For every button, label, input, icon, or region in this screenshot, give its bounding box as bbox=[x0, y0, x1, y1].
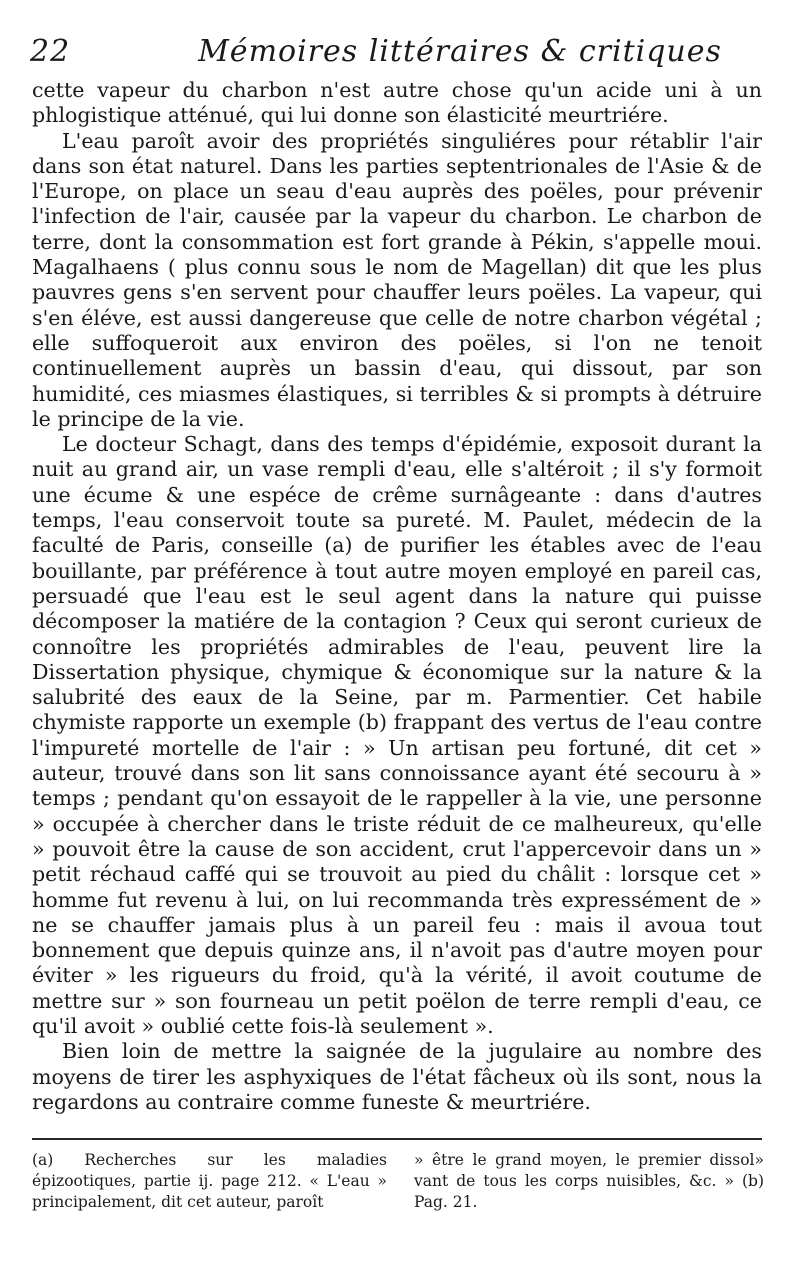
footnote-column-right bbox=[414, 1150, 764, 1213]
page-header bbox=[30, 34, 768, 78]
footnote-column-left bbox=[32, 1150, 387, 1213]
main-text bbox=[32, 78, 762, 1115]
paragraph-schagt: Le docteur Schagt, dans des temps d'épidémie, exposoit durant la nuit au grand air, un vase rempli d'eau, elle s'altéroit ; il s'y formoit une écume & une espéce de crême surnâgeante : dans d'autres temps, l'eau conservoit toute sa pureté. M. Paulet, médecin de la faculté de Paris, conseille (a) de purifier les étables avec de l'eau bouillante, par préférence à tout autre moyen employé en pareil cas, persuadé que l'eau est le seul agent dans la nature qui puisse décomposer la matiére de la contagion ? Ceux qui seront curieux de connoître les propriétés admirables de l'eau, peuvent lire la Dissertation physique, chymique & économique sur la nature & la salubrité des eaux de la Seine, par m. Parmentier. Cet habile chymiste rapporte un exemple (b) frappant des vertus de l'eau contre l'impureté mortelle de l'air : » Un artisan peu fortuné, dit cet » auteur, trouvé dans son lit sans connoissance ayant été secouru à » temps ; pendant qu'on essayoit de le rappeller à la vie, une personne » occupée à chercher dans le triste réduit de ce malheureux, qu'elle » pouvoit être la cause de son accident, crut l'appercevoir dans un » petit réchaud caffé qui se trouvoit au pied du châlit : lorsque cet » homme fut revenu à lui, on lui recommanda très expressément de » ne se chauffer jamais plus à un pareil feu : mais il avoua tout bonnement que depuis quinze ans, il n'avoit pas d'autre moyen pour éviter » les rigueurs du froid, qu'à la vérité, il avoit coutume de mettre sur » son fourneau un petit poëlon de terre rempli d'eau, ce qu'il avoit » oublié cette fois-là seulement ». bbox=[32, 432, 762, 1038]
footnote-a: (a) Recherches sur les maladies épizootiques, partie ij. page 212. « L'eau » principalement, dit cet auteur, paroît bbox=[32, 1151, 387, 1211]
running-title: Mémoires littéraires & critiques bbox=[198, 34, 722, 69]
paragraph-saignee: Bien loin de mettre la saignée de la jugulaire au nombre des moyens de tirer les asphyxiques de l'état fâcheux où ils sont, nous la regardons au contraire comme funeste & meurtriére. bbox=[32, 1039, 762, 1114]
page-number: 22 bbox=[30, 34, 71, 69]
footnote-a-continued: » être le grand moyen, le premier dissol» vant de tous les corps nuisibles, &c. » (b) Pag. 21. bbox=[414, 1151, 764, 1211]
paragraph-continuation: cette vapeur du charbon n'est autre chose qu'un acide uni à un phlogistique atténué, qui lui donne son élasticité meurtriére. bbox=[32, 78, 762, 128]
paragraph-eau-proprietes: L'eau paroît avoir des propriétés singuliéres pour rétablir l'air dans son état naturel. Dans les parties septentrionales de l'Asie & de l'Europe, on place un seau d'eau auprès des poëles, pour prévenir l'infection de l'air, causée par la vapeur du charbon. Le charbon de terre, dont la consommation est fort grande à Pékin, s'appelle moui. Magalhaens ( plus connu sous le nom de Magellan) dit que les plus pauvres gens s'en servent pour chauffer leurs poëles. La vapeur, qui s'en éléve, est aussi dangereuse que celle de notre charbon végétal ; elle suffoqueroit aux environ des poëles, si l'on ne tenoit continuellement auprès un bassin d'eau, qui dissout, par son humidité, ces miasmes élastiques, si terribles & si prompts à détruire le principe de la vie. bbox=[32, 128, 762, 431]
footnote-rule bbox=[32, 1138, 762, 1140]
